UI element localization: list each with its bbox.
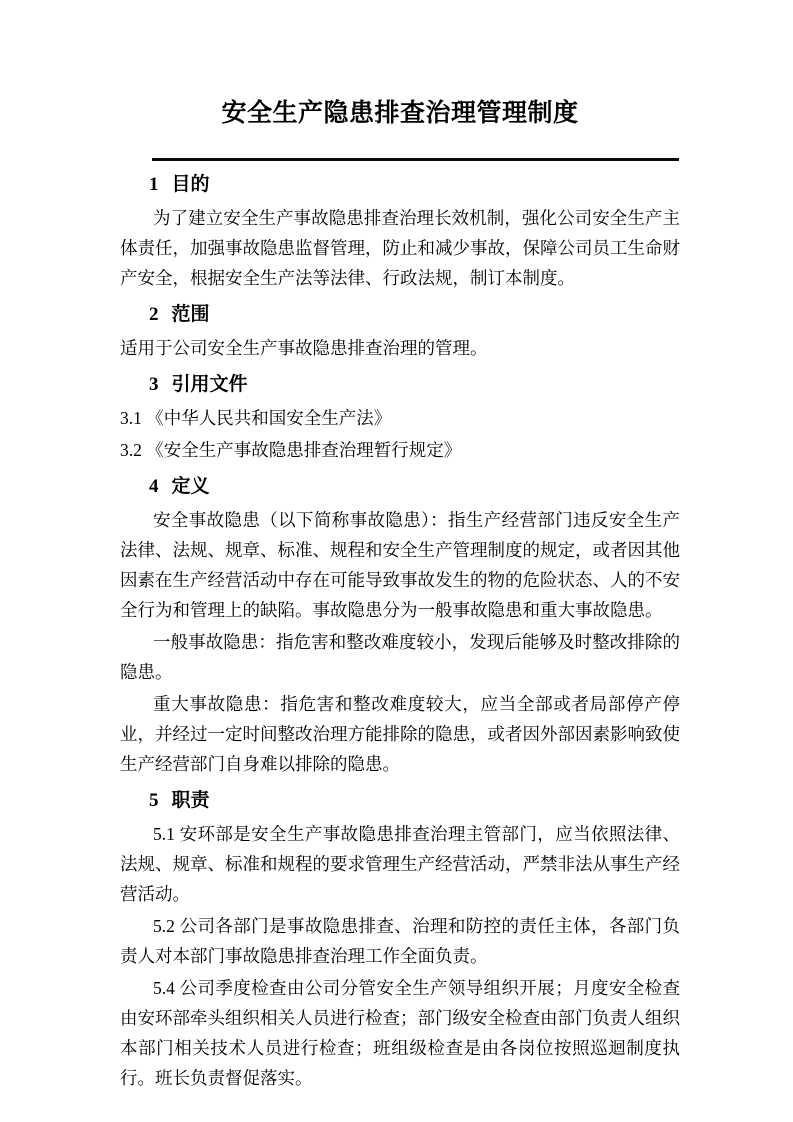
- para-responsibility-5-4: 5.4 公司季度检查由公司分管安全生产领导组织开展；月度安全检查由安环部牵头组织相关人员进行检查；部门级安全检查由部门负责人组织本部门相关技术人员进行检查；班组级检查是由各岗位按照巡迴制度执行。班长负责督促落实。: [120, 978, 680, 1088]
- heading-number: 4: [149, 476, 159, 497]
- heading-number: 5: [149, 790, 159, 811]
- para-major-hazard: 重大事故隐患：指危害和整改难度较大，应当全部或者局部停产停业，并经过一定时间整改治理方能排除的隐患，或者因外部因素影响致使生产经营部门自身难以排除的隐患。: [120, 694, 680, 774]
- document-title: 安全生产隐患排查治理管理制度: [221, 100, 579, 127]
- heading-label: 职责: [171, 790, 210, 811]
- heading-label: 引用文件: [171, 374, 248, 395]
- heading-4-definitions: [120, 475, 680, 499]
- para-responsibility-5-1: 5.1 安环部是安全生产事故隐患排查治理主管部门，应当依照法律、法规、规章、标准和规程的要求管理生产经营活动，严禁非法从事生产经营活动。: [120, 824, 680, 904]
- heading-label: 目的: [171, 174, 210, 195]
- heading-number: 3: [149, 374, 159, 395]
- para-purpose: 为了建立安全生产事故隐患排查治理长效机制，强化公司安全生产主体责任，加强事故隐患监督管理，防止和减少事故，保障公司员工生命财产安全，根据安全生产法等法律、行政法规，制订本制度。: [120, 208, 680, 288]
- title-divider-rule: [152, 158, 679, 161]
- para-reference-3-2: 3.2 《安全生产事故隐患排查治理暂行规定》: [120, 440, 462, 460]
- para-general-hazard: 一般事故隐患：指危害和整改难度较小，发现后能够及时整改排除的隐患。: [120, 632, 680, 682]
- heading-number: 1: [149, 174, 159, 195]
- para-scope: 适用于公司安全生产事故隐患排查治理的管理。: [120, 338, 488, 358]
- heading-number: 2: [149, 304, 159, 325]
- para-reference-3-1: 3.1 《中华人民共和国安全生产法》: [120, 408, 392, 428]
- heading-3-references: [120, 373, 680, 397]
- para-definition-hazard: 安全事故隐患（以下简称事故隐患）：指生产经营部门违反安全生产法律、法规、规章、标准、规程和安全生产管理制度的规定，或者因其他因素在生产经营活动中存在可能导致事故发生的物的危险状态、人的不安全行为和管理上的缺陷。事故隐患分为一般事故隐患和重大事故隐患。: [120, 510, 680, 620]
- heading-2-scope: [120, 303, 680, 327]
- heading-1-purpose: [120, 173, 680, 197]
- heading-label: 范围: [171, 304, 210, 325]
- heading-label: 定义: [171, 476, 210, 497]
- para-responsibility-5-2: 5.2 公司各部门是事故隐患排查、治理和防控的责任主体，各部门负责人对本部门事故隐患排查治理工作全面负责。: [120, 916, 680, 966]
- heading-5-responsibilities: [120, 789, 680, 813]
